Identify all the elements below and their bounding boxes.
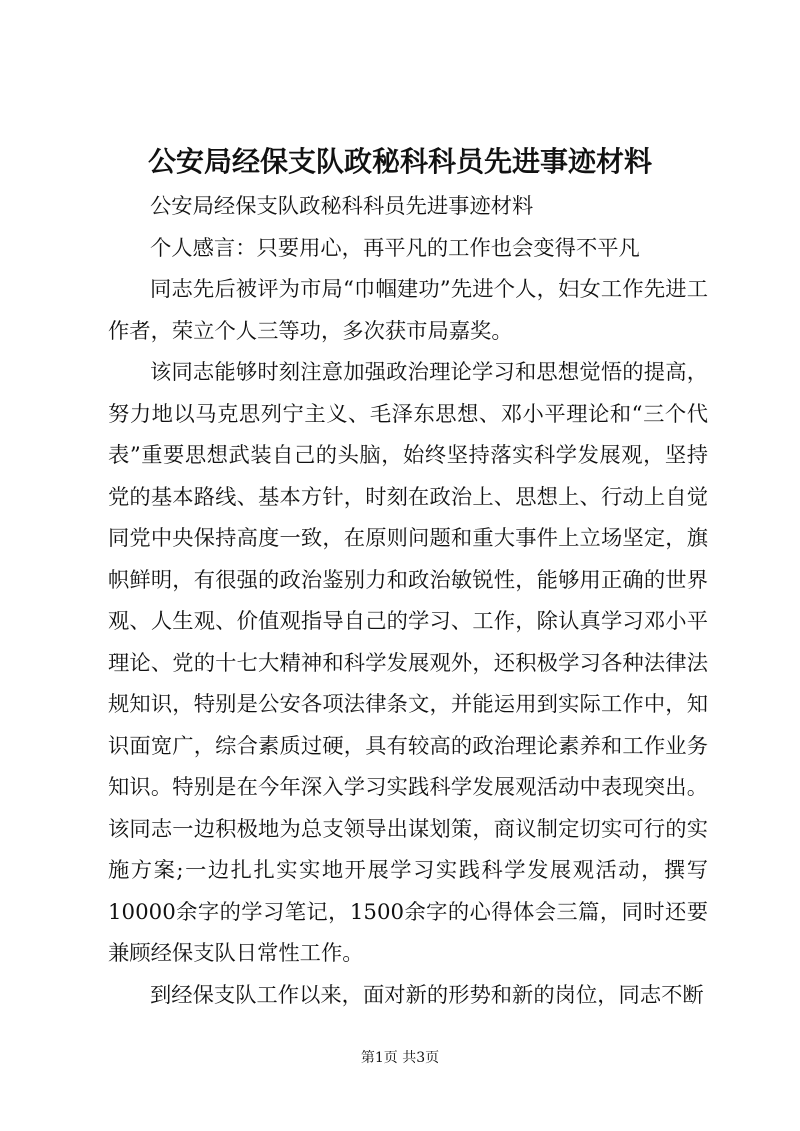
document-body [108,186,708,1016]
document-title: 公安局经保支队政秘科科员先进事迹材料 [147,145,652,178]
paragraph-honors: 同志先后被评为市局“巾帼建功”先进个人，妇女工作先进工作者，荣立个人三等功，多次获市局嘉奖。 [108,277,708,344]
paragraph-work-start: 到经保支队工作以来，面对新的形势和新的岗位，同志不断 [150,982,704,1008]
paragraph-subtitle: 公安局经保支队政秘科科员先进事迹材料 [150,194,534,219]
page-footer: 第1页 共3页 [360,1050,440,1066]
paragraph-motto: 个人感言：只要用心，再平凡的工作也会变得不平凡 [150,235,640,261]
paragraph-political-study: 该同志能够时刻注意加强政治理论学习和思想觉悟的提高，努力地以马克思列宁主义、毛泽东思想、邓小平理论和“三个代表”重要思想武装自己的头脑，始终坚持落实科学发展观，坚持党的基本路线、基本方针，时刻在政治上、思想上、行动上自觉同党中央保持高度一致，在原则问题和重大事件上立场坚定，旗帜鲜明，有很强的政治鉴别力和政治敏锐性，能够用正确的世界观、人生观、价值观指导自己的学习、工作，除认真学习邓小平理论、党的十七大精神和科学发展观外，还积极学习各种法律法规知识，特别是公安各项法律条文，并能运用到实际工作中，知识面宽广，综合素质过硬，具有较高的政治理论素养和工作业务知识。特别是在今年深入学习实践科学发展观活动中表现突出。该同志一边积极地为总支领导出谋划策，商议制定切实可行的实施方案;一边扎扎实实地开展学习实践科学发展观活动，撰写10000余字的学习笔记，1500余字的心得体会三篇，同时还要兼顾经保支队日常性工作。 [108,360,708,966]
